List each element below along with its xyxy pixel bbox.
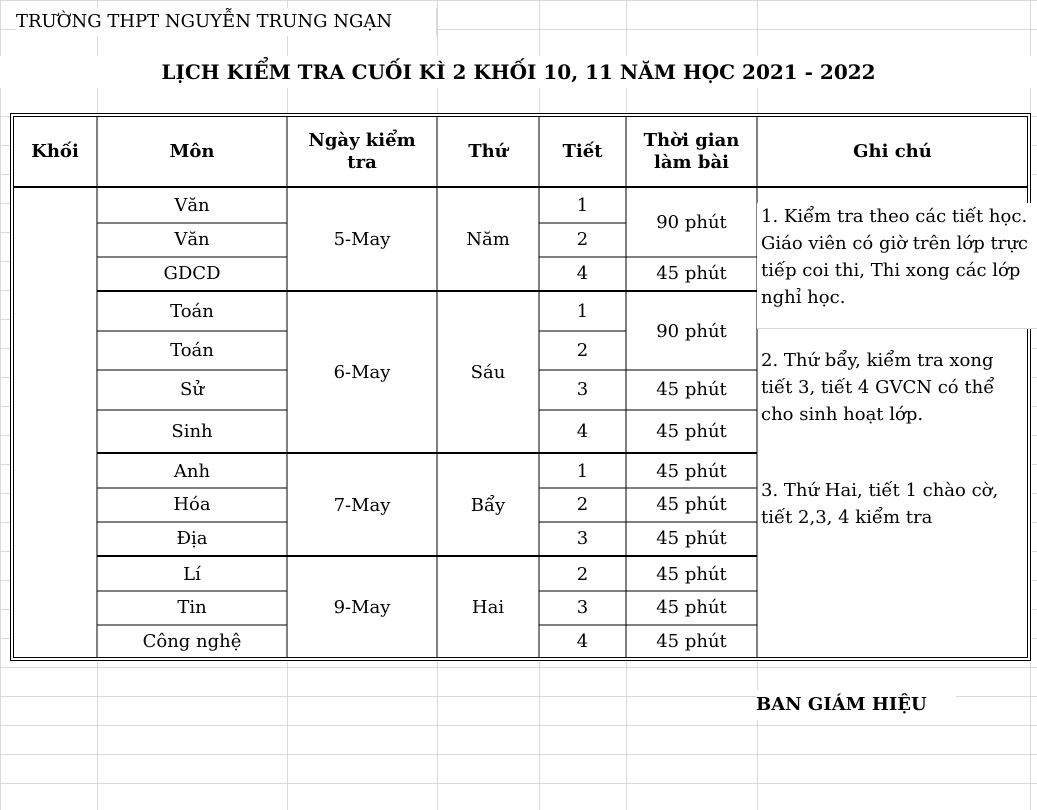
header-ghichu: Ghi chú (853, 140, 932, 162)
header-mon: Môn (169, 140, 215, 162)
subject-cell: Văn (174, 195, 210, 216)
duration-cell: 45 phút (656, 563, 727, 585)
duration-cell: 45 phút (656, 597, 727, 618)
period-cell: 3 (576, 597, 589, 618)
duration-cell: 45 phút (656, 630, 727, 652)
weekday-cell: Bẩy (470, 494, 506, 516)
school-name: TRƯỜNG THPT NGUYỄN TRUNG NGẠN (16, 8, 437, 36)
weekday-cell: Năm (466, 229, 510, 250)
subject-cell: Sinh (171, 420, 213, 442)
subject-cell: Anh (173, 460, 211, 482)
period-cell: 1 (576, 301, 589, 322)
period-cell: 4 (576, 263, 589, 284)
period-cell: 1 (576, 195, 589, 216)
subject-cell: Địa (176, 528, 208, 549)
exam-date-cell: 6-May (333, 362, 391, 383)
exam-date-cell: 5-May (333, 229, 391, 250)
duration-cell: 90 phút (656, 212, 727, 233)
subject-cell: Công nghệ (142, 630, 242, 652)
header-khoi: Khối (31, 140, 79, 162)
signature-label: BAN GIÁM HIỆU (756, 690, 956, 720)
duration-cell: 45 phút (656, 420, 727, 442)
duration-cell: 45 phút (656, 379, 727, 400)
period-cell: 3 (576, 528, 589, 549)
period-cell: 1 (576, 460, 589, 482)
duration-cell: 45 phút (656, 494, 727, 515)
exam-date-cell: 9-May (333, 597, 391, 618)
period-cell: 2 (576, 339, 589, 361)
subject-cell: Toán (170, 339, 214, 361)
period-cell: 2 (576, 494, 589, 515)
header-thoigian: Thời gian làm bài (643, 129, 740, 173)
note-2: 2. Thứ bẩy, kiểm tra xong tiết 3, tiết 4 GVCN có thể cho sinh hoạt lớp. (761, 350, 995, 425)
note-3: 3. Thứ Hai, tiết 1 chào cờ, tiết 2,3, 4 kiểm tra (761, 480, 999, 528)
exam-date-cell: 7-May (333, 494, 391, 516)
subject-cell: Hóa (173, 494, 211, 515)
weekday-cell: Sáu (470, 362, 506, 383)
period-cell: 4 (576, 630, 589, 652)
weekday-cell: Hai (471, 597, 505, 618)
page-title: LỊCH KIỂM TRA CUỐI KÌ 2 KHỐI 10, 11 NĂM HỌC 2021 - 2022 (0, 56, 1037, 88)
duration-cell: 90 phút (656, 320, 727, 342)
period-cell: 4 (576, 420, 589, 442)
subject-cell: Toán (170, 301, 214, 322)
subject-cell: Văn (174, 229, 210, 250)
duration-cell: 45 phút (656, 460, 727, 482)
period-cell: 2 (576, 229, 589, 250)
period-cell: 2 (576, 563, 589, 585)
schedule-table (10, 113, 1032, 662)
note-1: 1. Kiểm tra theo các tiết học. Giáo viên có giờ trên lớp trực tiếp coi thi, Thi xong các lớp nghỉ học. (757, 203, 1037, 329)
duration-cell: 45 phút (656, 528, 727, 549)
subject-cell: GDCD (163, 263, 221, 284)
header-thu: Thứ (468, 140, 508, 162)
header-ngay: Ngày kiểm tra (308, 129, 416, 173)
subject-cell: Tin (177, 597, 207, 618)
duration-cell: 45 phút (656, 263, 727, 284)
subject-cell: Lí (183, 563, 201, 585)
subject-cell: Sử (180, 379, 204, 400)
header-tiet: Tiết (562, 140, 603, 162)
period-cell: 3 (576, 379, 589, 400)
